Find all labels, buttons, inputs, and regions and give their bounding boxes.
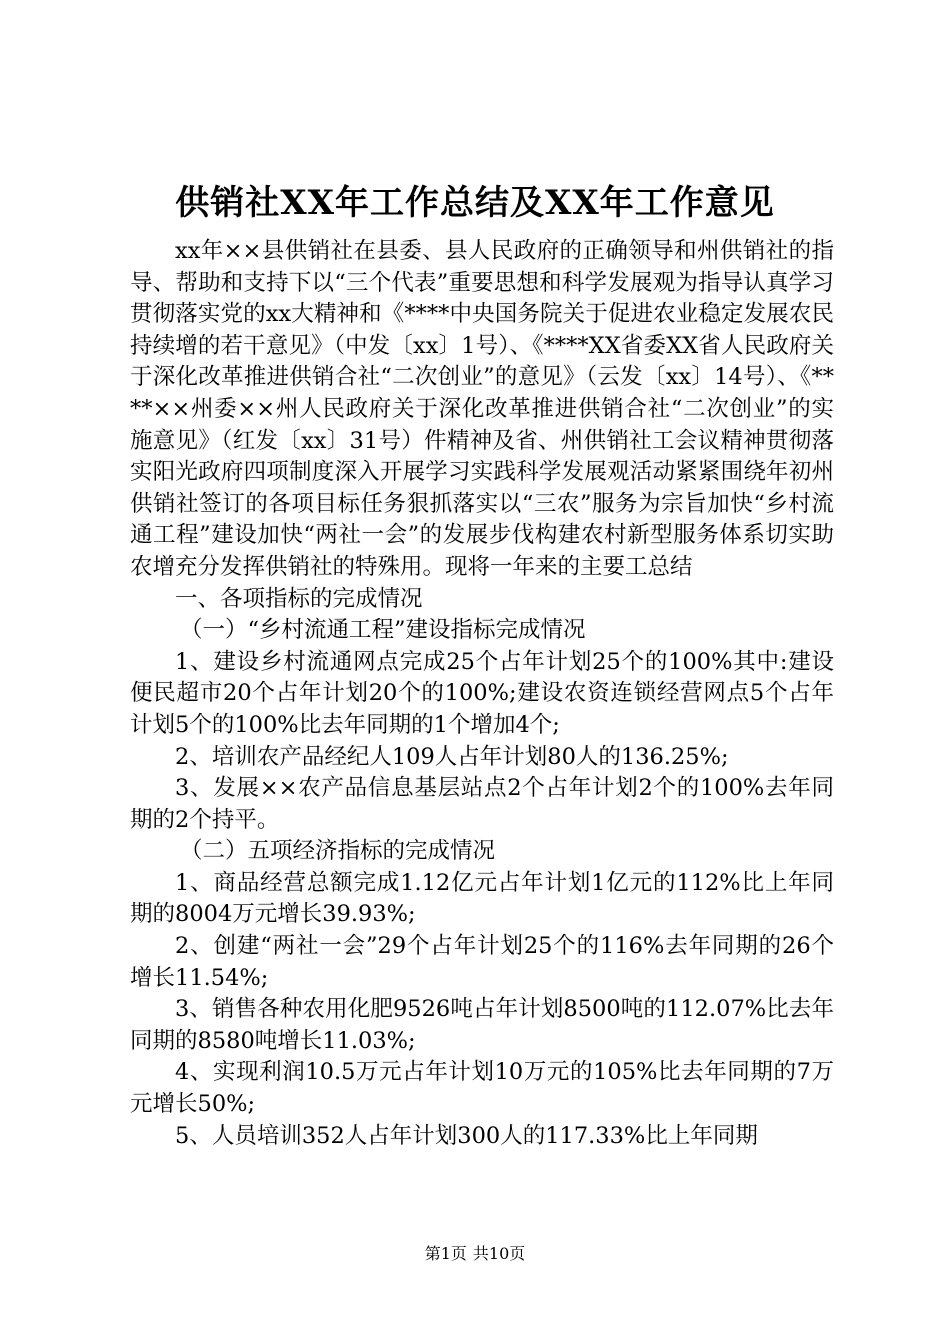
section-heading-1: 一、各项指标的完成情况	[175, 585, 423, 612]
list-item-2-5: 5、人员培训352人占年计划300人的117.33%比上年同期	[175, 1122, 758, 1149]
list-item-1-1: 1、建设乡村流通网点完成25个占年计划25个的100%其中:建设便民超市20个占年计划20个的100%;建设农资连锁经营网点5个占年计划5个的100%比去年同期的1个增加4个;	[130, 648, 834, 738]
page-footer	[0, 1243, 950, 1265]
subsection-heading-2: （二）五项经济指标的完成情况	[180, 838, 496, 865]
intro-paragraph: xx年××县供销社在县委、县人民政府的正确领导和州供销社的指导、帮助和支持下以“三个代表”重要思想和科学发展观为指导认真学习贯彻落实党的xx大精神和《****中央国务院关于促进农业稳定发展农民持续增的若干意见》（中发〔xx〕1号）、《****XX省委XX省人民政府关于深化改革推进供销合社“二次创业”的意见》（云发〔xx〕14号）、《****××州委××州人民政府关于深化改革推进供销合社“二次创业”的实施意见》（红发〔xx〕31号）件精神及省、州供销社工会议精神贯彻落实阳光政府四项制度深入开展学习实践科学发展观活动紧紧围绕年初州供销社签订的各项目标任务狠抓落实以“三农”服务为宗旨加快“乡村流通工程”建设加快“两社一会”的发展步伐构建农村新型服务体系切实助农增充分发挥供销社的特殊用。现将一年来的主要工总结	[130, 238, 834, 580]
page-number: 第1页	[424, 1244, 467, 1263]
document-body	[130, 236, 834, 1152]
list-item-2-2: 2、创建“两社一会”29个占年计划25个的116%去年同期的26个增长11.54%;	[130, 933, 834, 991]
list-item-2-3: 3、销售各种农用化肥9526吨占年计划8500吨的112.07%比去年同期的8580吨增长11.03%;	[130, 996, 834, 1054]
document-title: 供销社XX年工作总结及XX年工作意见	[175, 183, 775, 223]
subsection-heading-1: （一）“乡村流通工程”建设指标完成情况	[180, 617, 586, 644]
list-item-2-1: 1、商品经营总额完成1.12亿元占年计划1亿元的112%比上年同期的8004万元增长39.93%;	[130, 869, 834, 928]
list-item-2-4: 4、实现利润10.5万元占年计划10万元的105%比去年同期的7万元增长50%;	[130, 1059, 834, 1118]
list-item-1-3: 3、发展××农产品信息基层站点2个占年计划2个的100%去年同期的2个持平。	[130, 775, 834, 833]
list-item-1-2: 2、培训农产品经纪人109人占年计划80人的136.25%;	[175, 743, 729, 770]
page-total: 共10页	[472, 1244, 526, 1263]
